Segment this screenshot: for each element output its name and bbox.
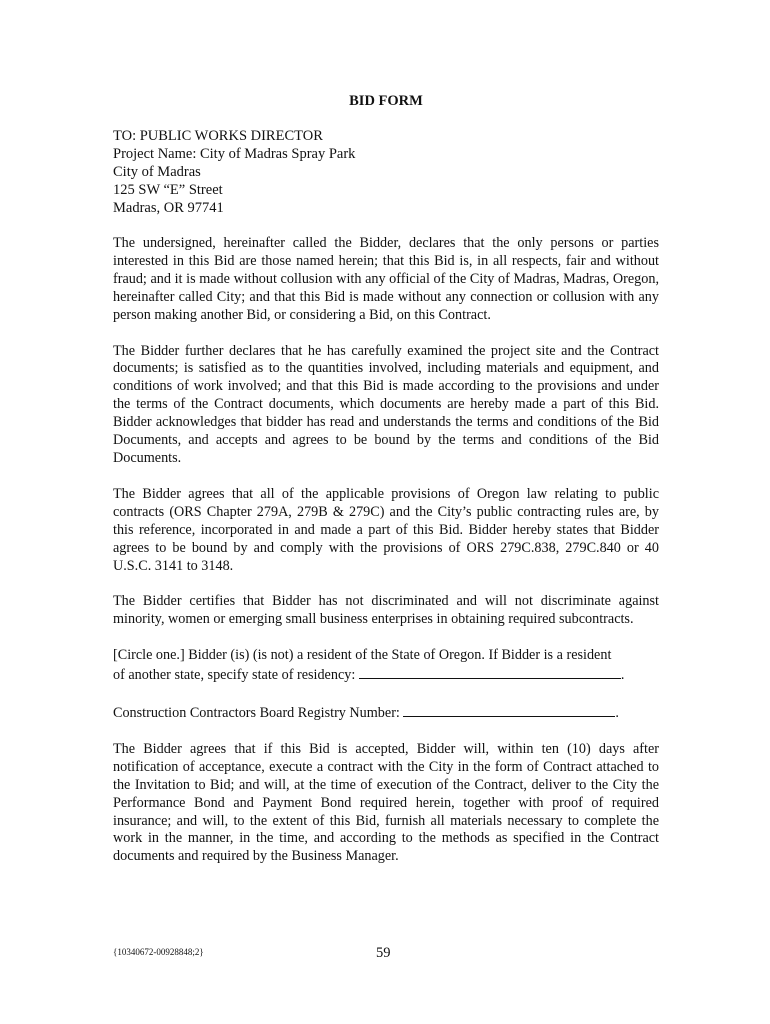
residency-state-field[interactable] bbox=[359, 665, 621, 679]
paragraph-collusion: The undersigned, hereinafter called the Bidder, declares that the only persons or parties interested in this Bid are those named herein; that this Bid is, in all respects, fair and without fraud; and it is made without collusion with any official of the City of Madras, Madras, Oregon, hereinafter called City; and that this Bid is made without any connection or collusion with any person making another Bid, or considering a Bid, on this Contract. bbox=[113, 235, 659, 323]
paragraph-examination: The Bidder further declares that he has carefully examined the project site and the Contract documents; is satisfied as to the quantities involved, including materials and equipment, and conditions of work involved; and that this Bid is made according to the provisions and under the terms of the Contract documents, which documents are hereby made a part of this Bid. Bidder acknowledges that bidder has read and understands the terms and conditions of the Bid Documents, and accepts and agrees to be bound by the terms and conditions of the Bid Documents. bbox=[113, 342, 659, 466]
residency-label: of another state, specify state of residency: bbox=[113, 667, 356, 684]
paragraph-residency bbox=[113, 647, 659, 685]
paragraph-discrimination: The Bidder certifies that Bidder has not discriminated and will not discriminate against minority, women or emerging small business enterprises in obtaining required subcontracts. bbox=[113, 593, 659, 628]
paragraph-registry bbox=[113, 703, 659, 723]
registry-period: . bbox=[615, 705, 619, 722]
bid-form-page bbox=[113, 92, 659, 884]
address-city: City of Madras bbox=[113, 164, 201, 180]
address-to: TO: PUBLIC WORKS DIRECTOR bbox=[113, 128, 323, 144]
residency-line-1: [Circle one.] Bidder (is) (is not) a resident of the State of Oregon. If Bidder is a resident bbox=[113, 647, 612, 664]
registry-number-field[interactable] bbox=[403, 703, 615, 717]
address-block bbox=[113, 127, 659, 217]
page-title: BID FORM bbox=[349, 93, 423, 109]
residency-line-2 bbox=[113, 665, 659, 685]
residency-period: . bbox=[620, 667, 625, 684]
registry-label: Construction Contractors Board Registry Number: bbox=[113, 705, 400, 722]
address-street: 125 SW “E” Street bbox=[113, 182, 223, 198]
paragraph-acceptance: The Bidder agrees that if this Bid is accepted, Bidder will, within ten (10) days after notification of acceptance, execute a contract with the City in the form of Contract attached to the Invitation to Bid; and will, at the time of execution of the Contract, deliver to the City the Performance Bond and Payment Bond required herein, together with proof of required insurance; and will, to the extent of this Bid, furnish all materials necessary to complete the work in the manner, in the time, and according to the methods as specified in the Contract documents and required by the Business Manager. bbox=[113, 740, 659, 865]
paragraph-oregon-law: The Bidder agrees that all of the applicable provisions of Oregon law relating to public contracts (ORS Chapter 279A, 279B & 279C) and the City’s public contracting rules are, by this reference, incorporated in and made a part of this Bid. Bidder hereby states that Bidder agrees to be bound by and comply with the provisions of ORS 279C.838, 279C.840 or 40 U.S.C. 3141 to 3148. bbox=[113, 485, 659, 574]
footer-document-id: {10340672-00928848;2} bbox=[113, 947, 204, 957]
address-city-state-zip: Madras, OR 97741 bbox=[113, 200, 224, 216]
address-project: Project Name: City of Madras Spray Park bbox=[113, 146, 356, 162]
page-number: 59 bbox=[376, 945, 391, 961]
